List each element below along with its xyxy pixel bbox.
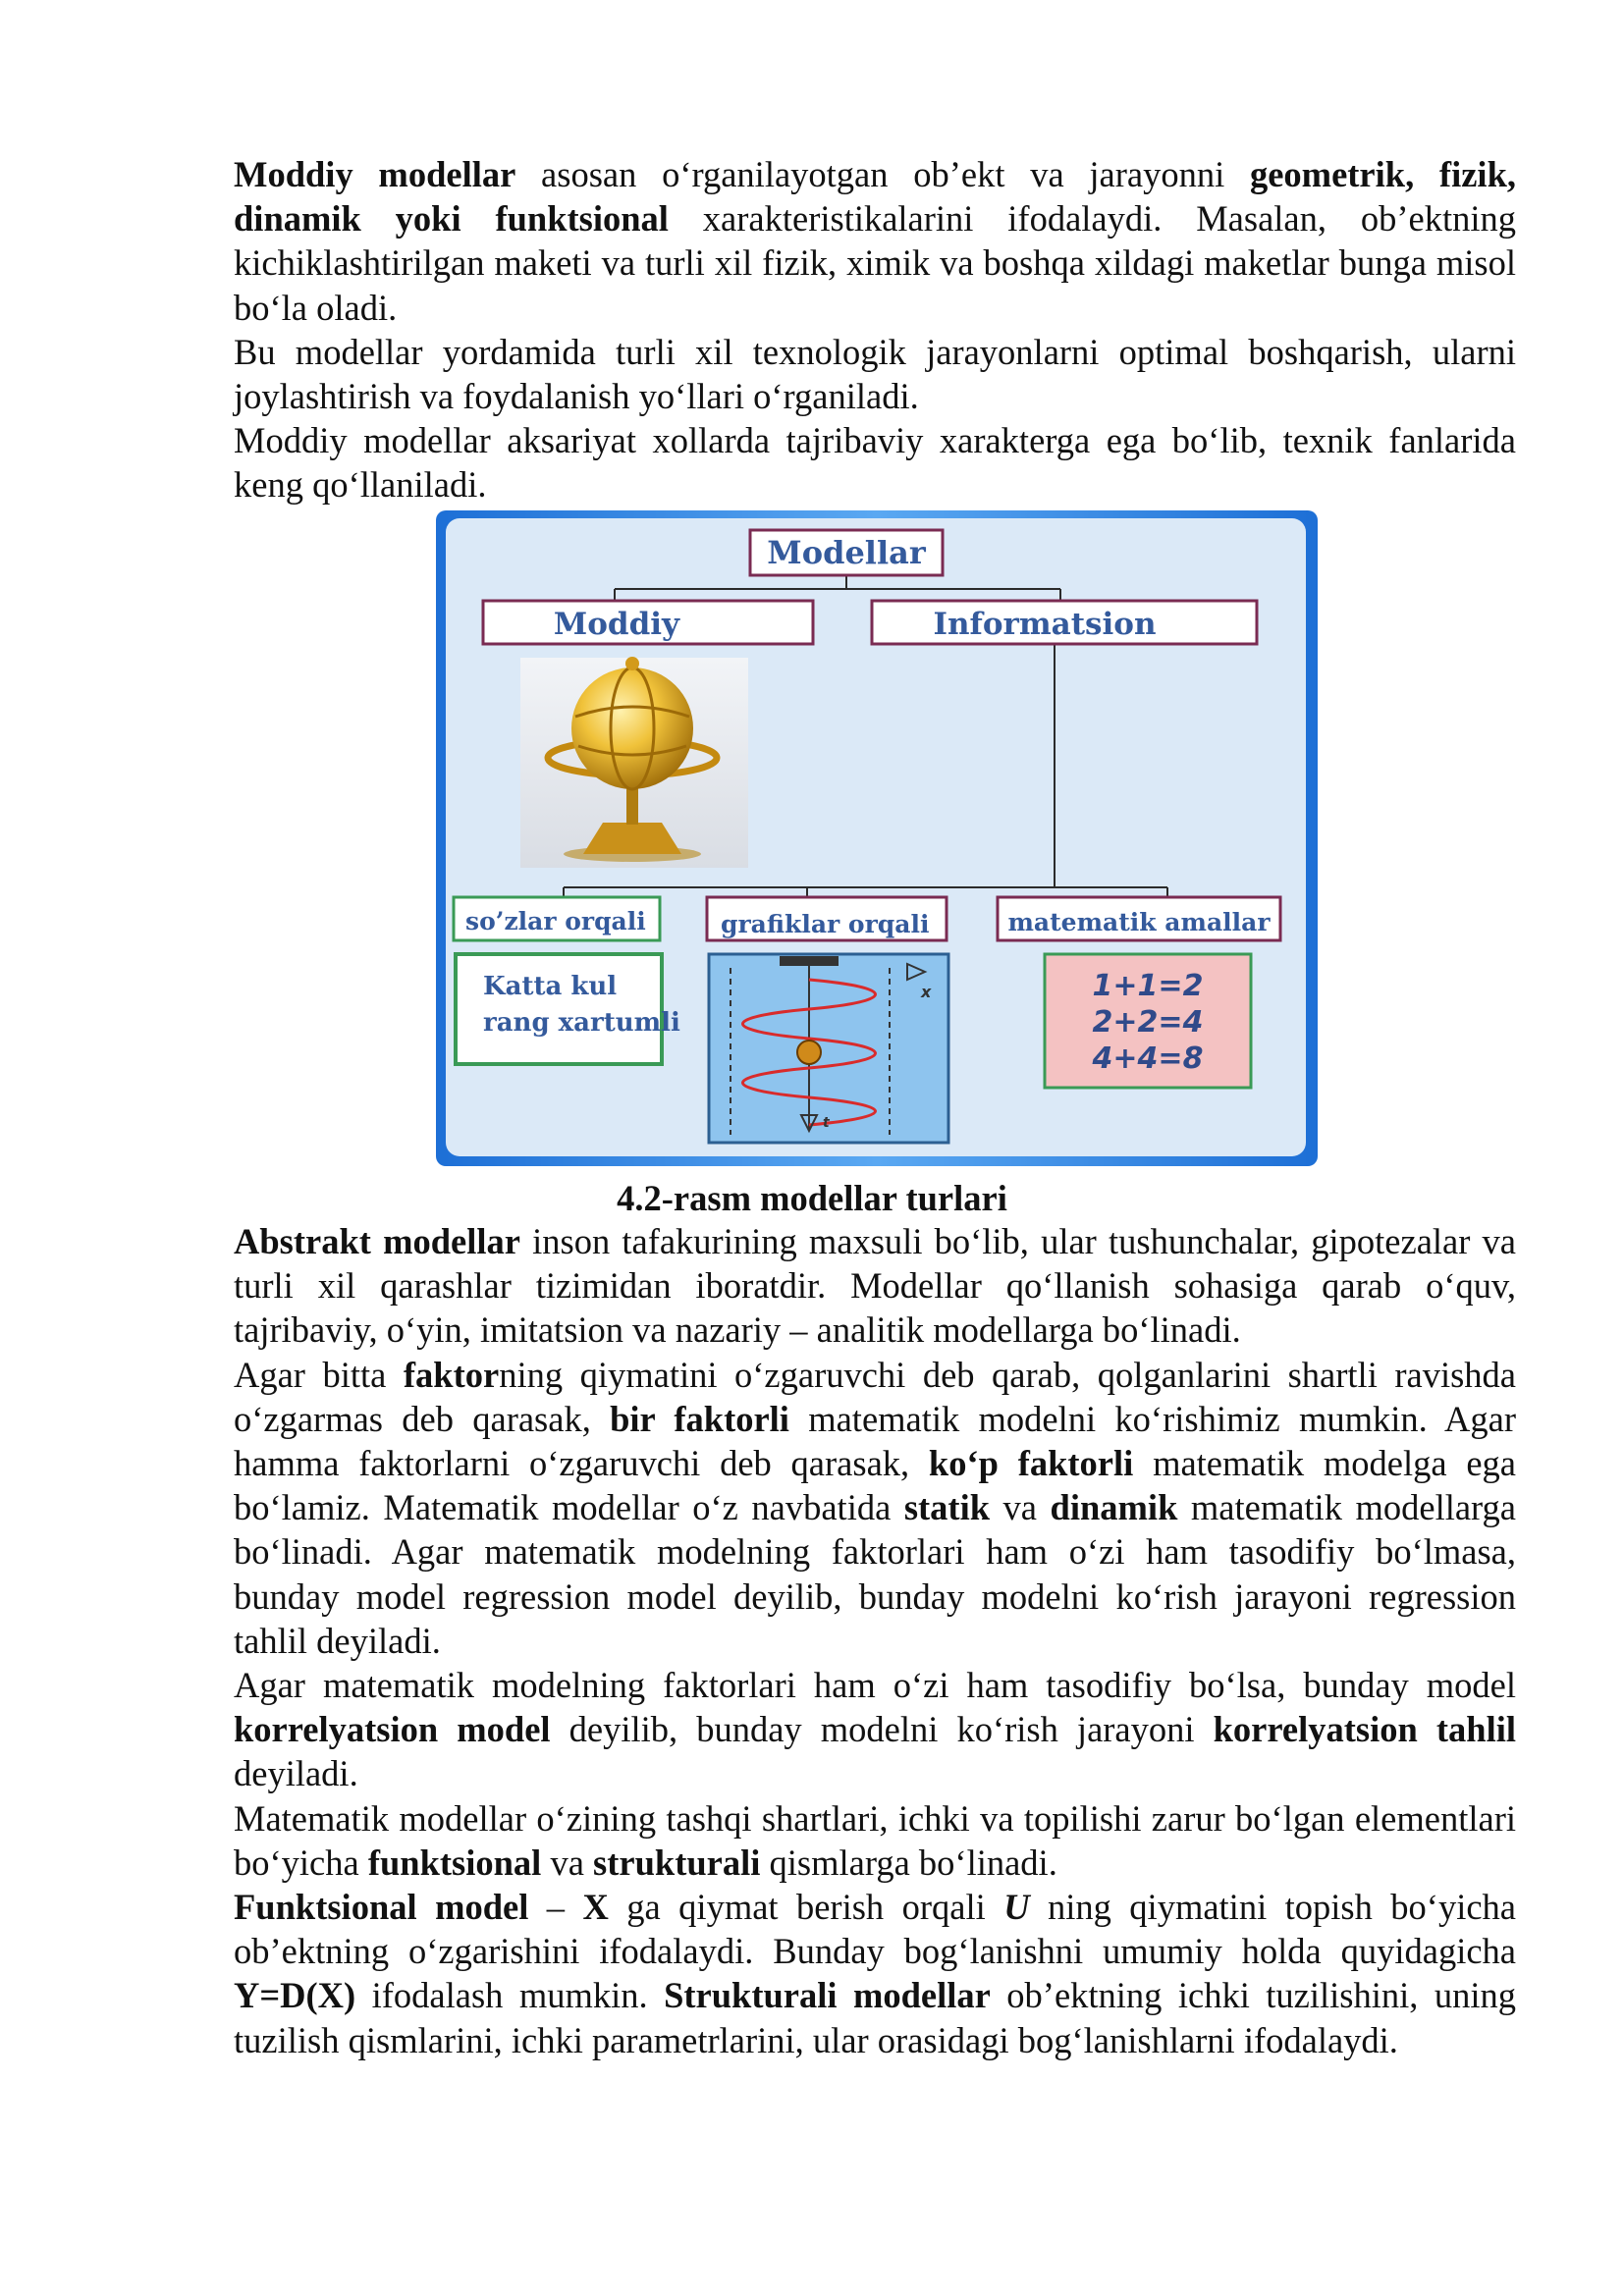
bold-term: ko‘p faktorli — [928, 1443, 1134, 1484]
text-run: ning qiymatini topish bo‘yicha ob’ektning o‘zgarishini ifodalaydi. Bunday bog‘lanishni umumiy holda quyidagicha — [234, 1887, 1517, 1972]
math-label: matematik amallar — [1007, 908, 1271, 936]
paragraph — [234, 1885, 1516, 2062]
bottom-text-block — [234, 1219, 1516, 2062]
spring-graph — [709, 954, 948, 1143]
bold-term: korrelyatsion model — [234, 1709, 551, 1750]
root-label: Modellar — [767, 534, 926, 571]
text-run: ifodalash mumkin. — [355, 1975, 665, 2016]
text-run: xarakteristikalarini ifodalaydi. Masalan, ob’ektning kichiklashtirilgan maketi va turli xil fizik, ximik va boshqa xildagi maketlar bunga misol bo‘la oladi. — [234, 198, 1516, 328]
top-text-block — [234, 152, 1516, 507]
text-run: asosan o‘rganilayotgan ob’ekt va jarayonni — [515, 154, 1250, 194]
text-run: Agar bitta — [234, 1354, 404, 1395]
text-run: Agar matematik modelning faktorlari ham o‘zi ham tasodifiy bo‘lsa, bunday model — [234, 1665, 1516, 1706]
text-run: Bu modellar yordamida turli xil texnologik jarayonlarni optimal boshqarish, ularni joylashtirish va foydalanish yo‘llari o‘rganiladi. — [234, 331, 1516, 417]
text-run: va — [541, 1842, 594, 1883]
bold-term: dinamik — [1050, 1487, 1178, 1528]
bold-term: Moddiy modellar — [234, 154, 516, 194]
text-run: Moddiy modellar aksariyat xollarda tajribaviy xarakterga ega bo‘lib, texnik fanlarida keng qo‘llaniladi. — [234, 420, 1516, 506]
words-example-line1: Katta kul — [483, 972, 618, 1001]
bold-term: statik — [903, 1487, 991, 1528]
text-run: – — [528, 1887, 583, 1928]
bold-term: U — [1003, 1887, 1030, 1928]
bold-term: Funktsional model — [234, 1887, 529, 1928]
words-example-line2: rang xartumli — [483, 1008, 680, 1038]
graph-axis-t: t — [823, 1115, 830, 1131]
text-run: qismlarga bo‘linadi. — [760, 1842, 1057, 1883]
text-run: deyilib, bunday modelni ko‘rish jarayoni — [550, 1709, 1214, 1750]
math-line3: 4+4=8 — [1092, 1041, 1204, 1076]
moddiy-label: Moddiy — [553, 607, 680, 642]
text-run: matematik modelni ko‘rishimiz mumkin. Agar hamma faktorlarni o‘zgaruvchi deb qarasak, — [234, 1398, 1516, 1484]
models-diagram — [436, 510, 1318, 1166]
bold-term: geometrik, fizik, dinamik yoki funktsional — [234, 154, 1516, 240]
words-label: so’zlar orqali — [465, 907, 646, 935]
text-run: ning qiymatini o‘zgaruvchi deb qarab, qolganlarini shartli ravishda o‘zgarmas deb qarasak, — [234, 1354, 1517, 1439]
bold-term: Y=D(X) — [234, 1975, 356, 2016]
text-run: va — [990, 1487, 1051, 1528]
paragraph — [234, 1353, 1516, 1663]
bold-term: korrelyatsion tahlil — [1213, 1709, 1516, 1750]
bold-term: bir faktorli — [610, 1398, 789, 1439]
globe-photo — [520, 657, 748, 868]
text-run: Matematik modellar o‘zining tashqi shartlari, ichki va topilishi zarur bo‘lgan elementlari bo‘yicha — [234, 1797, 1516, 1883]
text-run: ob’ektning ichki tuzilishini, uning tuzilish qismlarini, ichki parametrlarini, ular orasidagi bog‘lanishlarni ifodalaydi. — [234, 1975, 1516, 2060]
models-diagram-figure — [436, 510, 1318, 1166]
math-line1: 1+1=2 — [1092, 969, 1204, 1003]
paragraph — [234, 418, 1516, 507]
text-run: matematik modelga ega bo‘lamiz. Matematik modellar o‘z navbatida — [234, 1443, 1516, 1528]
text-run: matematik modellarga bo‘linadi. Agar matematik modelning faktorlari ham o‘zi ham tasodifiy bo‘lmasa, bunday model regression model deyilib, bunday modelni ko‘rish jarayoni regression tahlil deyiladi. — [234, 1487, 1516, 1661]
bold-term: Abstrakt modellar — [234, 1221, 520, 1261]
text-run: deyiladi. — [234, 1753, 358, 1794]
graphs-label: grafiklar orqali — [721, 910, 930, 938]
bold-term: faktor — [403, 1354, 500, 1395]
text-run: inson tafakurining maxsuli bo‘lib, ular tushunchalar, gipotezalar va turli xil qarashlar tizimidan iboratdir. Modellar qo‘llanish sohasiga qarab o‘quv, tajribaviy, o‘yin, imitatsion va nazariy – analitik modellarga bo‘linadi. — [234, 1221, 1516, 1351]
text-run: ga qiymat berish orqali — [608, 1887, 1004, 1928]
bold-term: strukturali — [593, 1842, 761, 1883]
figure-caption: 4.2-rasm modellar turlari — [617, 1178, 1007, 1218]
math-line2: 2+2=4 — [1092, 1005, 1204, 1040]
informatsion-label: Informatsion — [933, 607, 1157, 642]
paragraph — [234, 330, 1516, 418]
graph-axis-x: x — [921, 983, 932, 1001]
bold-term: funktsional — [367, 1842, 542, 1883]
paragraph — [234, 1219, 1516, 1353]
paragraph — [234, 152, 1516, 330]
paragraph — [234, 1663, 1516, 1796]
bold-term: X — [582, 1887, 609, 1928]
paragraph — [234, 1796, 1516, 1885]
bold-term: Strukturali modellar — [664, 1975, 991, 2016]
